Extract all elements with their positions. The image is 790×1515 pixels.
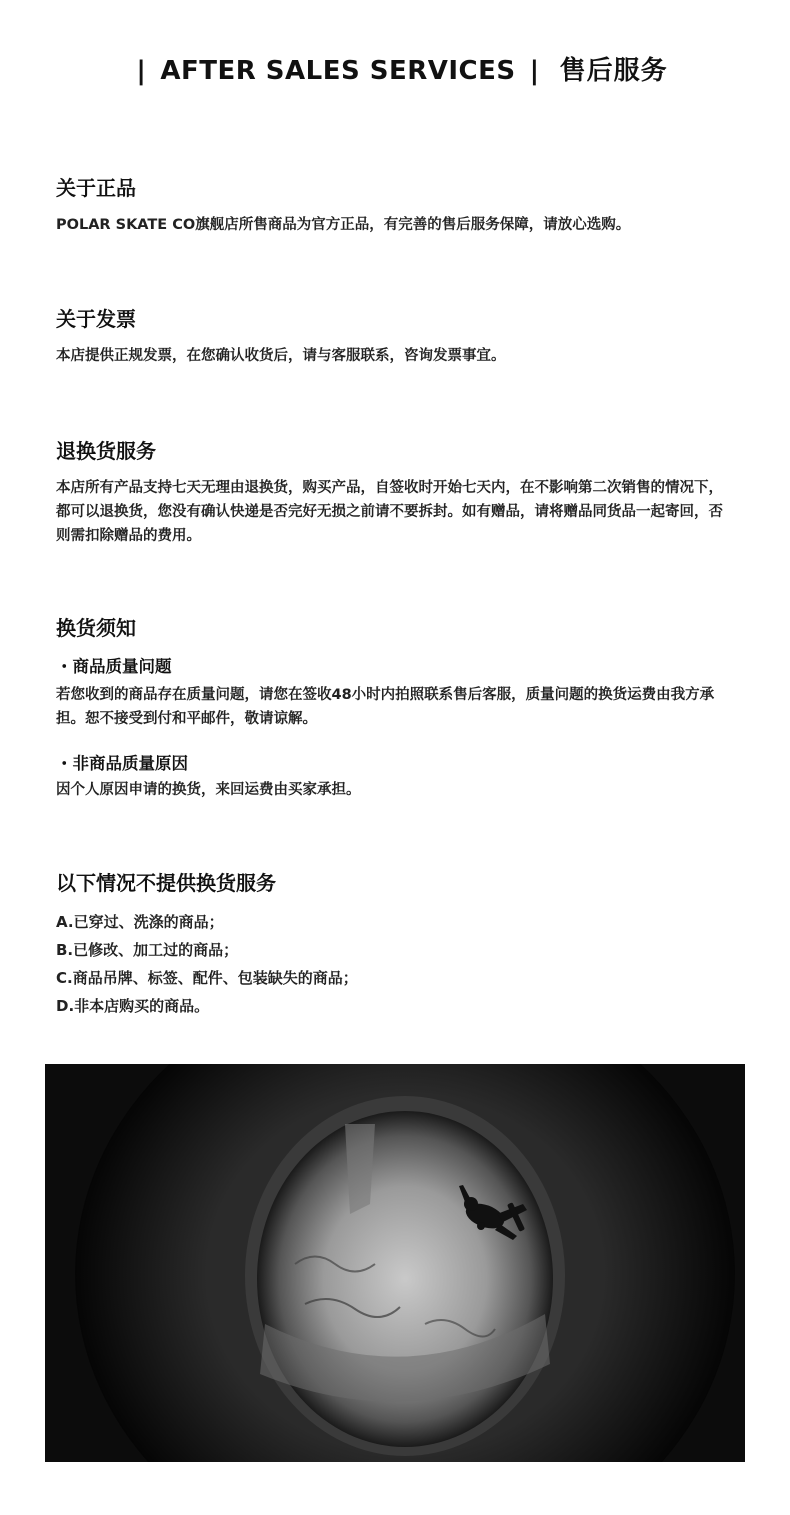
section-exchange: [56, 615, 736, 802]
section-title: 退换货服务: [56, 439, 156, 463]
list-item: D.非本店购买的商品。: [56, 997, 210, 1015]
section-title: 关于发票: [56, 307, 136, 331]
section-returns: [56, 438, 736, 548]
quality-issue-title: ・商品质量问题: [56, 657, 172, 676]
list-item: A.已穿过、洗涤的商品；: [56, 913, 224, 931]
non-quality-text: 因个人原因申请的换货，来回运费由买家承担。: [56, 782, 361, 798]
section-excluded: [56, 870, 736, 1020]
section-authentic: [56, 175, 736, 237]
photo-illustration: [45, 1064, 745, 1462]
section-text: POLAR SKATE CO旗舰店所售商品为官方正品，有完善的售后服务保障，请放心选购。: [56, 217, 631, 233]
non-quality-title: ・非商品质量原因: [56, 754, 188, 773]
header-title-en: AFTER SALES SERVICES: [160, 56, 516, 86]
section-title: 以下情况不提供换货服务: [56, 871, 276, 895]
section-invoice: [56, 306, 736, 368]
header-title-cn: 售后服务: [559, 56, 668, 86]
list-item: B.已修改、加工过的商品；: [56, 941, 239, 959]
excluded-list: [56, 908, 736, 1020]
header-divider-right: |: [529, 56, 540, 86]
section-title: 关于正品: [56, 176, 136, 200]
quality-issue-text: 若您收到的商品存在质量问题，请您在签收48小时内拍照联系售后客服，质量问题的换货运费由我方承担。恕不接受到付和平邮件，敬请谅解。: [56, 687, 715, 727]
page-header: [0, 50, 790, 87]
section-title: 换货须知: [56, 616, 136, 640]
list-item: C.商品吊牌、标签、配件、包装缺失的商品；: [56, 969, 358, 987]
section-text: 本店所有产品支持七天无理由退换货，购买产品，自签收时开始七天内，在不影响第二次销售的情况下，都可以退换货，您没有确认快递是否完好无损之前请不要拆封。如有赠品，请将赠品同货品一起寄回，否则需扣除赠品的费用。: [56, 480, 723, 544]
header-divider-left: |: [136, 56, 147, 86]
section-text: 本店提供正规发票，在您确认收货后，请与客服联系，咨询发票事宜。: [56, 348, 506, 364]
skate-pipe-photo: [45, 1064, 745, 1462]
